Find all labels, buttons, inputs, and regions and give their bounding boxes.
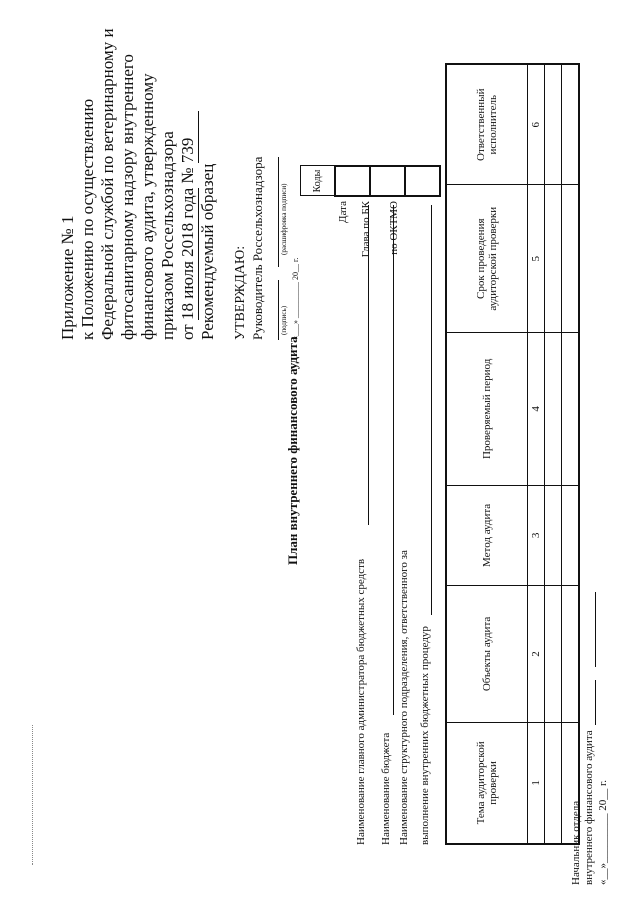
col-number: 5	[528, 185, 545, 332]
field-unit-label-2: выполнение внутренних бюджетных процедур	[419, 626, 431, 845]
table-cell	[545, 586, 562, 723]
approval-date-line: «___» _________ 20__ г.	[291, 257, 300, 340]
table-cell	[545, 64, 562, 185]
field-budget-label: Наименование бюджета	[380, 732, 392, 845]
col-header-executor: Ответственный исполнитель	[446, 64, 528, 185]
codes-cell-date	[335, 166, 370, 196]
codes-label-oktmo: по ОКТМО	[388, 201, 400, 255]
table-cell	[562, 586, 580, 723]
field-budget-line	[393, 205, 394, 715]
approval-position: Руководитель Россельхознадзора	[250, 156, 265, 340]
field-unit-label-1: Наименование структурного подразделения, ответственного за	[398, 550, 410, 845]
annex-number-value: 739	[178, 111, 199, 163]
col-number: 4	[528, 332, 545, 485]
approval-title: УТВЕРЖДАЮ:	[233, 245, 248, 340]
signature-caption: (подпись)	[280, 305, 288, 335]
codes-cell-chapter	[370, 166, 405, 196]
plan-table	[445, 63, 580, 845]
footer-position-1: Начальник отдела	[570, 800, 582, 885]
footer-decode-line	[595, 592, 596, 667]
decode-caption: (расшифровка подписи)	[280, 183, 288, 255]
plan-title: План внутреннего финансового аудита	[285, 336, 300, 565]
codes-cell-oktmo	[405, 166, 440, 196]
codes-label-date: Дата	[337, 201, 349, 223]
field-admin-label: Наименование главного администратора бюджетных средств	[355, 558, 367, 845]
annex-title: Приложение № 1	[58, 215, 77, 340]
table-cell	[562, 185, 580, 332]
annex-line-3: фитосанитарному надзору внутреннего	[118, 54, 137, 340]
col-header-term: Срок проведения аудиторской проверки	[446, 185, 528, 332]
annex-date-prefix: от	[178, 324, 197, 340]
col-header-period: Проверяемый период	[446, 332, 528, 485]
table-cell	[562, 485, 580, 585]
footer-date-line: «__»_________ 20__ г.	[597, 779, 609, 885]
scan-mark	[32, 725, 33, 865]
col-number: 1	[528, 722, 545, 844]
annex-date-value: 18 июля 2018 года	[178, 187, 197, 321]
annex-number-label: №	[178, 167, 197, 184]
footer-position-2: внутреннего финансового аудита	[583, 730, 595, 885]
annex-line-1: к Положению по осуществлению	[78, 98, 97, 340]
col-header-topic: Тема аудиторской проверки	[446, 722, 528, 844]
table-cell	[545, 332, 562, 485]
col-header-objects: Объекты аудита	[446, 586, 528, 723]
table-cell	[562, 332, 580, 485]
annex-date-line	[178, 111, 199, 340]
decode-line	[278, 157, 279, 267]
annex-line-5: приказом Россельхознадзора	[158, 131, 177, 340]
annex-line-4: финансового аудита, утвержденному	[138, 73, 157, 340]
table-cell	[545, 722, 562, 844]
codes-label-chapter: Глава по БК	[360, 201, 372, 258]
field-admin-line	[368, 205, 369, 525]
table-cell	[562, 64, 580, 185]
table-cell	[545, 185, 562, 332]
codes-header: Коды	[301, 166, 336, 196]
footer-signature-line	[595, 680, 596, 725]
plan-table-row	[562, 64, 580, 844]
col-number: 2	[528, 586, 545, 723]
field-unit-line	[431, 205, 432, 615]
col-number: 6	[528, 64, 545, 185]
annex-line-2: Федеральной службой по ветеринарному и	[98, 28, 117, 340]
signature-line	[278, 280, 279, 340]
codes-table	[300, 165, 441, 197]
table-cell	[545, 485, 562, 585]
col-number: 3	[528, 485, 545, 585]
plan-table-row	[545, 64, 562, 844]
plan-table-header-row	[446, 64, 528, 844]
col-header-method: Метод аудита	[446, 485, 528, 585]
plan-table-number-row	[528, 64, 545, 844]
annex-recommended: Рекомендуемый образец	[198, 163, 217, 340]
